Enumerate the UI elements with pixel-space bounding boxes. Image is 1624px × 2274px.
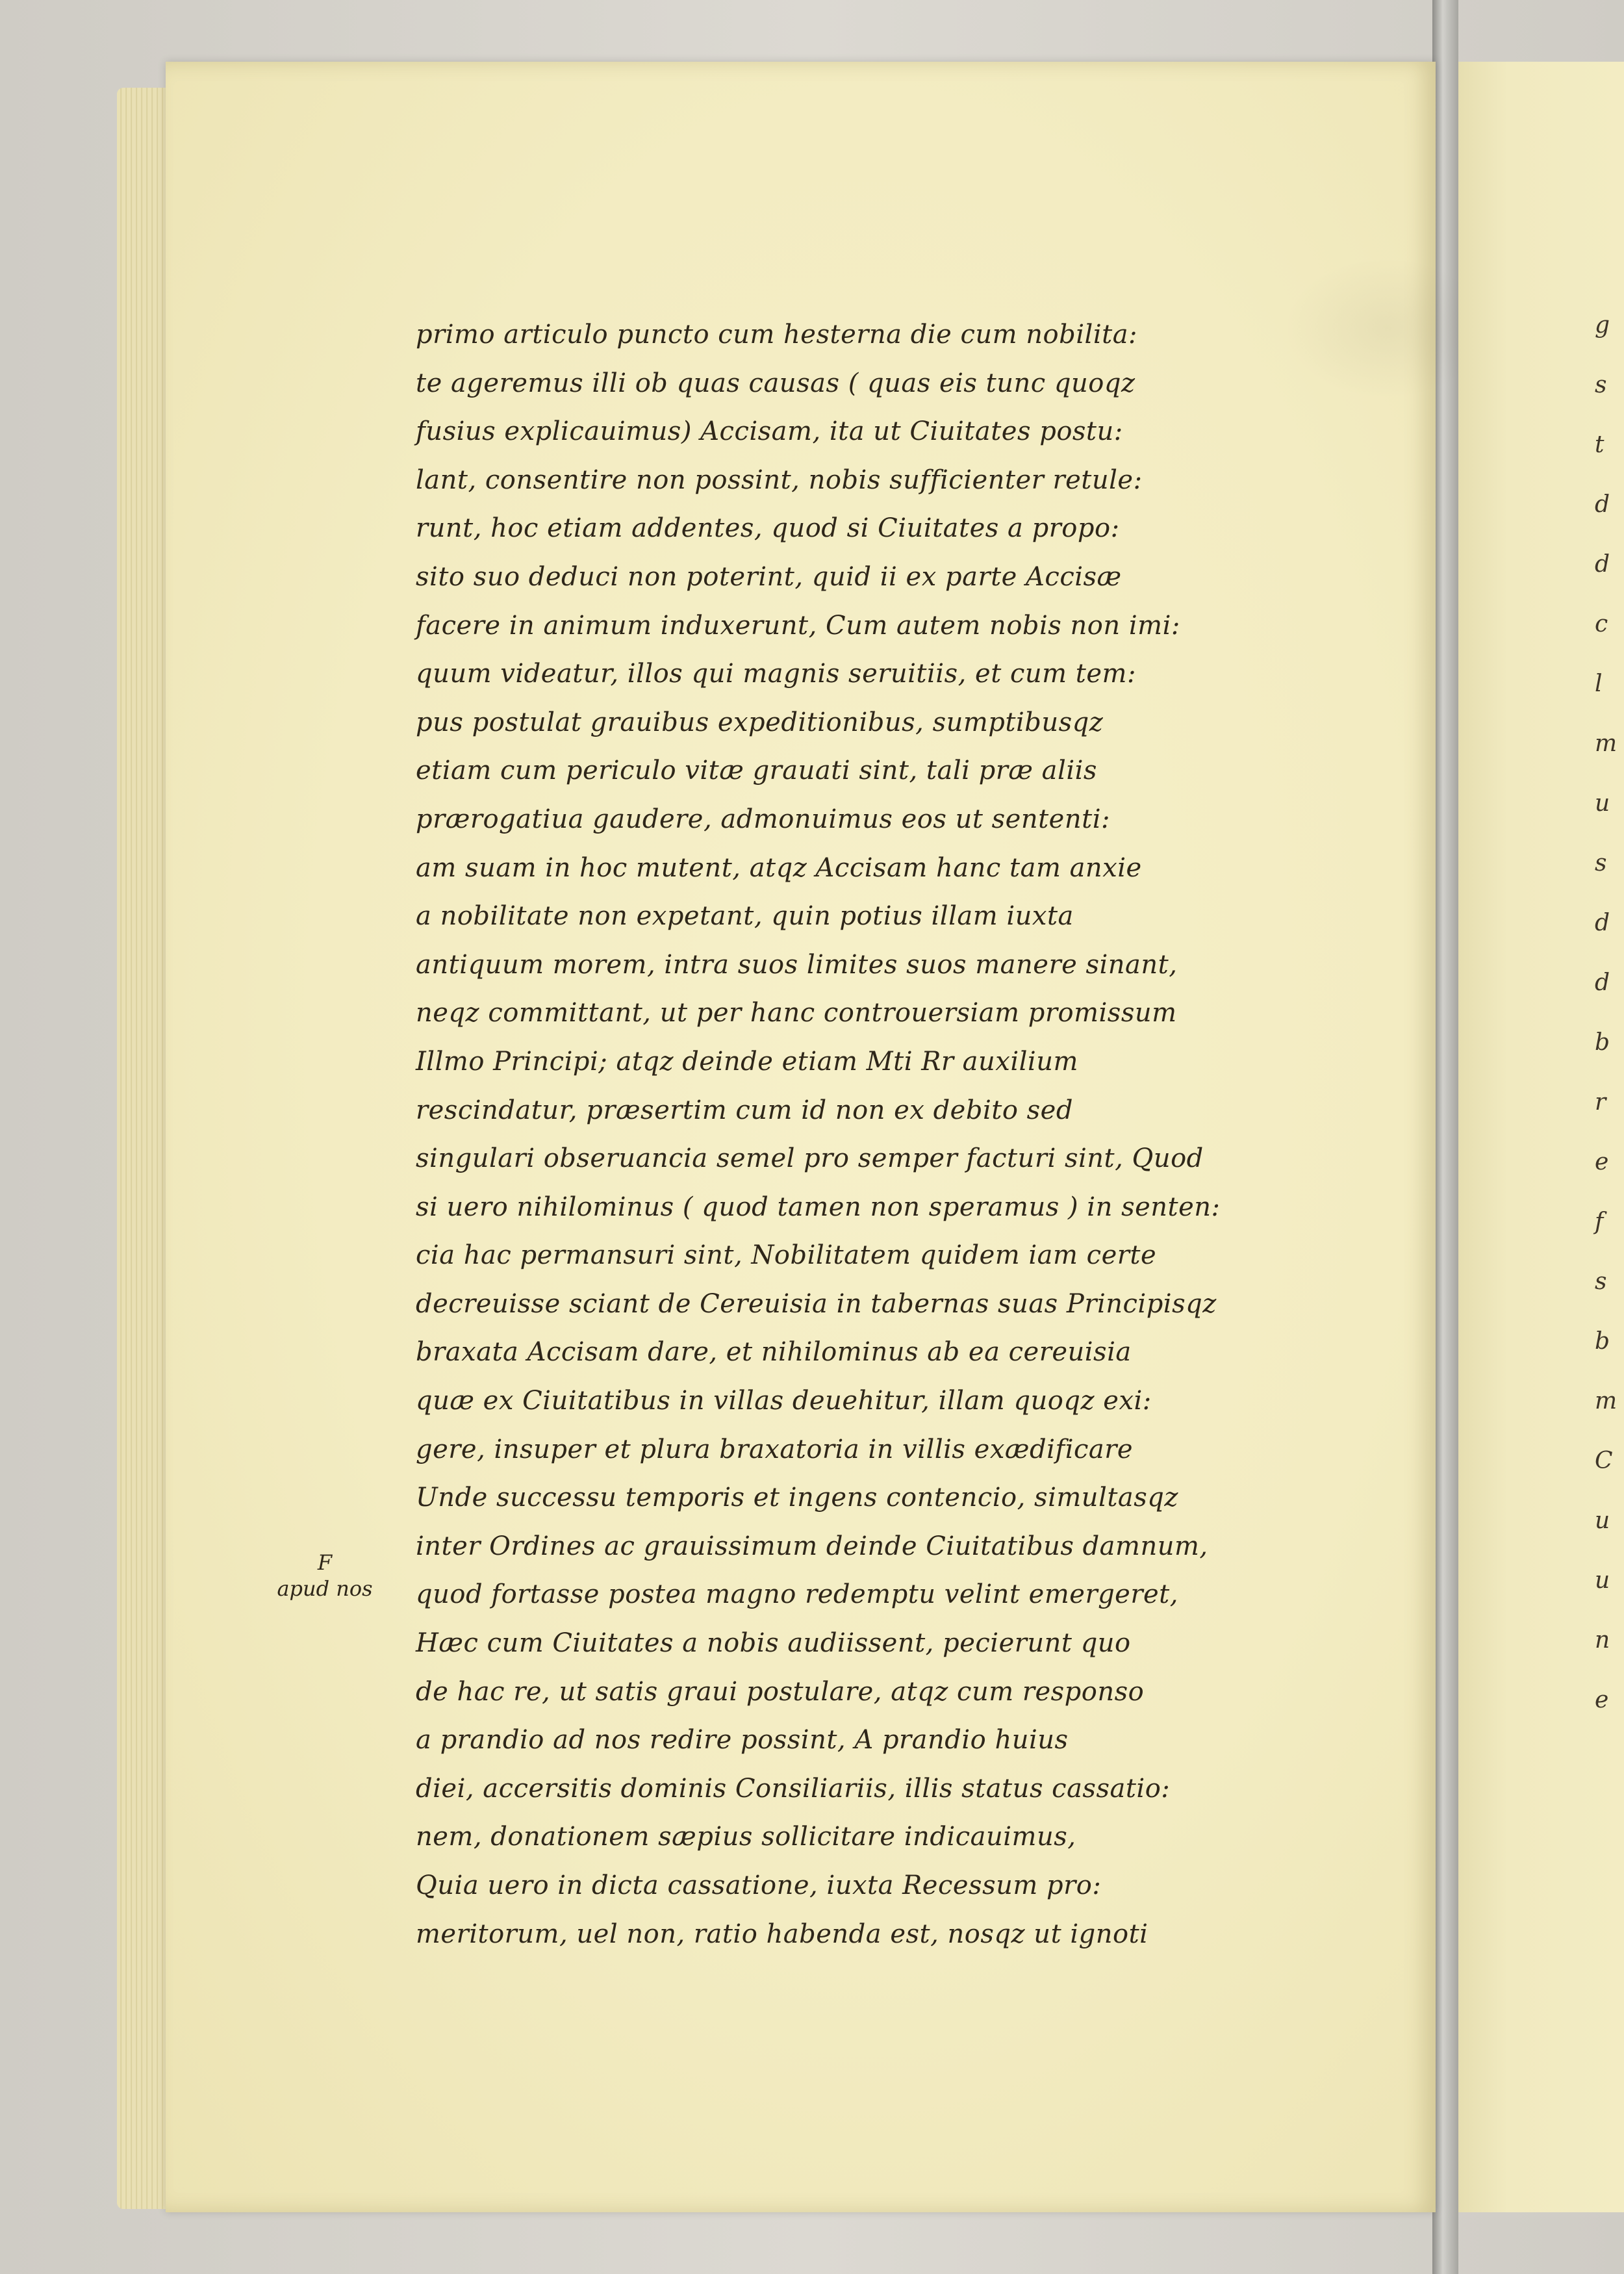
manuscript-line: pus postulat grauibus expeditionibus, sumptibusqz <box>416 707 1104 737</box>
margin-note <box>260 1550 390 1602</box>
manuscript-text <box>416 311 1273 1958</box>
manuscript-line: te ageremus illi ob quas causas ( quas eis tunc quoqz <box>416 368 1136 398</box>
facing-page-fragment: m <box>1595 730 1618 757</box>
facing-page-fragment: s <box>1595 372 1607 398</box>
manuscript-line: si uero nihilominus ( quod tamen non speramus ) in senten: <box>416 1192 1221 1222</box>
facing-page-fragment: s <box>1595 1268 1607 1295</box>
facing-page-fragment: d <box>1595 969 1610 996</box>
manuscript-line: inter Ordines ac grauissimum deinde Ciuitatibus damnum, <box>416 1531 1208 1561</box>
manuscript-line: neqz committant, ut per hanc controuersiam promissum <box>416 998 1177 1028</box>
manuscript-line: braxata Accisam dare, et nihilominus ab ea cereuisia <box>416 1337 1132 1368</box>
facing-page-fragment: s <box>1595 850 1607 876</box>
facing-page-fragment: m <box>1595 1388 1618 1414</box>
facing-page-fragment: e <box>1595 1687 1609 1713</box>
facing-page-fragment: C <box>1595 1448 1613 1474</box>
manuscript-line: gere, insuper et plura braxatoria in villis exædificare <box>416 1434 1134 1464</box>
facing-page-fragment: t <box>1595 431 1605 458</box>
facing-page-fragment: f <box>1595 1208 1604 1235</box>
manuscript-line: Hæc cum Ciuitates a nobis audiissent, pecierunt quo <box>416 1628 1131 1659</box>
facing-page-fragment: g <box>1595 312 1610 339</box>
facing-page-fragment: d <box>1595 551 1610 578</box>
manuscript-line: singulari obseruancia semel pro semper facturi sint, Quod <box>416 1143 1204 1174</box>
manuscript-line: Illmo Principi; atqz deinde etiam Mti Rr auxilium <box>416 1046 1078 1077</box>
manuscript-line: a prandio ad nos redire possint, A prandio huius <box>416 1725 1069 1756</box>
manuscript-line: antiquum morem, intra suos limites suos manere sinant, <box>416 949 1178 980</box>
manuscript-line: quod fortasse postea magno redemptu velint emergeret, <box>416 1579 1178 1610</box>
facing-page-fragment: b <box>1595 1328 1610 1355</box>
facing-page-fragment: d <box>1595 910 1610 936</box>
facing-page-fragment: l <box>1595 671 1603 697</box>
facing-page-fragment: b <box>1595 1029 1610 1056</box>
margin-note-words: apud nos <box>277 1576 373 1601</box>
margin-note-letter: F <box>317 1550 333 1575</box>
manuscript-line: prærogatiua gaudere, admonuimus eos ut sententi: <box>416 804 1110 834</box>
manuscript-line: fusius explicauimus) Accisam, ita ut Ciuitates postu: <box>416 416 1123 447</box>
facing-page-fragment: n <box>1595 1627 1610 1654</box>
manuscript-line: decreuisse sciant de Cereuisia in tabernas suas Principisqz <box>416 1288 1217 1319</box>
manuscript-line: a nobilitate non expetant, quin potius illam iuxta <box>416 901 1074 932</box>
manuscript-line: rescindatur, præsertim cum id non ex debito sed <box>416 1095 1073 1125</box>
facing-page-fragment: e <box>1595 1149 1609 1175</box>
facing-page-fragment: u <box>1595 1567 1610 1594</box>
manuscript-line: Unde successu temporis et ingens contencio, simultasqz <box>416 1483 1178 1513</box>
manuscript-line: facere in animum induxerunt, Cum autem nobis non imi: <box>416 610 1180 641</box>
manuscript-line: cia hac permansuri sint, Nobilitatem quidem iam certe <box>416 1240 1157 1271</box>
facing-page-fragment: r <box>1595 1089 1606 1116</box>
manuscript-line: etiam cum periculo vitæ grauati sint, tali præ aliis <box>416 756 1097 786</box>
manuscript-line: quum videatur, illos qui magnis seruitiis, et cum tem: <box>416 659 1136 689</box>
manuscript-line: am suam in hoc mutent, atqz Accisam hanc tam anxie <box>416 852 1142 883</box>
manuscript-line: lant, consentire non possint, nobis sufficienter retule: <box>416 465 1143 495</box>
facing-page-fragment: c <box>1595 611 1608 637</box>
manuscript-line: quæ ex Ciuitatibus in villas deuehitur, illam quoqz exi: <box>416 1386 1152 1416</box>
manuscript-line: nem, donationem sæpius sollicitare indicauimus, <box>416 1822 1076 1852</box>
manuscript-line: sito suo deduci non poterint, quid ii ex parte Accisæ <box>416 561 1122 592</box>
facing-page-fragment: u <box>1595 1507 1610 1534</box>
manuscript-line: diei, accersitis dominis Consiliariis, illis status cassatio: <box>416 1773 1171 1804</box>
facing-page-fragment: d <box>1595 491 1610 518</box>
manuscript-line: Quia uero in dicta cassatione, iuxta Recessum pro: <box>416 1871 1102 1900</box>
manuscript-line: de hac re, ut satis graui postulare, atqz cum responso <box>416 1676 1145 1707</box>
manuscript-line: primo articulo puncto cum hesterna die cum nobilita: <box>416 320 1138 350</box>
manuscript-line: meritorum, uel non, ratio habenda est, nosqz ut ignoti <box>416 1919 1148 1949</box>
facing-page-fragment: u <box>1595 790 1610 817</box>
facing-page-fragments <box>1595 312 1624 1746</box>
manuscript-line: runt, hoc etiam addentes, quod si Ciuitates a propo: <box>416 513 1120 544</box>
